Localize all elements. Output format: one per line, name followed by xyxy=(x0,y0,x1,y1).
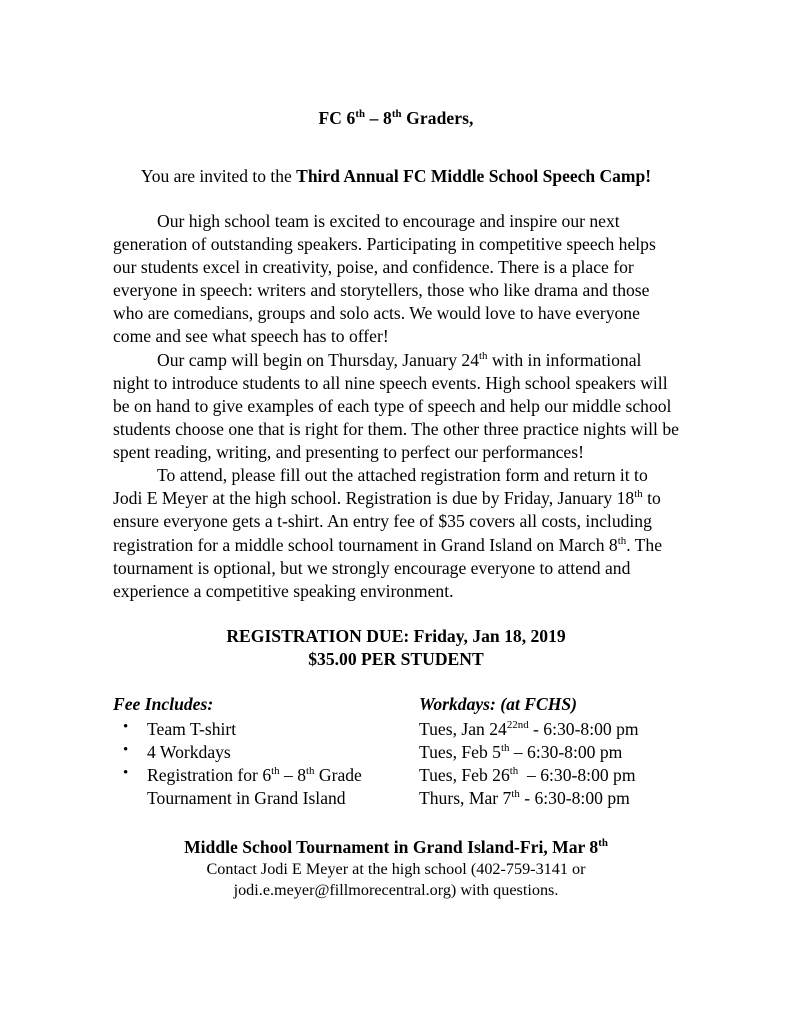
tournament-headline-text: Middle School Tournament in Grand Island-Fri, Mar 8 xyxy=(184,837,599,858)
fee-item-sup-2: th xyxy=(306,764,315,777)
registration-due-block xyxy=(113,625,679,671)
invitation-camp-name: Third Annual FC Middle School Speech Camp! xyxy=(296,165,652,186)
fee-item-sup-1: th xyxy=(271,764,280,777)
workday-time: - 6:30-8:00 pm xyxy=(528,718,639,739)
paragraph-registration-ordinal-jan: th xyxy=(634,488,643,501)
list-item xyxy=(113,741,413,764)
paragraph-registration-part-c: . The tournament is optional, but we strongly encourage everyone to attend and experience a competitive speaking environment. xyxy=(113,534,663,601)
fee-includes-heading: Fee Includes: xyxy=(113,694,214,715)
body-paragraphs xyxy=(113,210,679,603)
workdays-heading: Workdays: (at FCHS) xyxy=(419,694,578,715)
workday-time: - 6:30-8:00 pm xyxy=(519,787,630,808)
paragraph-schedule-ordinal: th xyxy=(479,349,488,362)
paragraph-schedule xyxy=(113,349,679,465)
page-title xyxy=(113,108,679,130)
fee-item-text-b: – 8 xyxy=(279,764,306,785)
registration-price: $35.00 PER STUDENT xyxy=(308,649,484,670)
workday-row xyxy=(419,764,679,787)
contact-line-email: jodi.e.meyer@fillmorecentral.org) with questions. xyxy=(233,880,559,899)
paragraph-registration-part-b: to ensure everyone gets a t-shirt. An entry fee of $35 covers all costs, including registration for a middle school tournament in Grand Island on March 8 xyxy=(113,488,661,555)
registration-due-date: REGISTRATION DUE: Friday, Jan 18, 2019 xyxy=(226,625,566,646)
workday-ordinal: 22nd xyxy=(506,718,529,731)
workday-ordinal: th xyxy=(509,764,519,777)
fee-item-text-a: Team T-shirt xyxy=(147,718,237,739)
workday-ordinal: th xyxy=(511,788,520,801)
fee-item-text-c: Grade Tournament in Grand Island xyxy=(147,764,362,808)
workday-time: – 6:30-8:00 pm xyxy=(518,764,636,785)
workday-row xyxy=(419,718,679,741)
paragraph-schedule-part-b: with in informational night to introduce students to all nine speech events. High school speakers will be on hand to give examples of each type of speech and help our middle school students choose one that is right for them. The other three practice nights will be spent reading, writing, and presenting to perfect our performances! xyxy=(113,349,679,462)
workday-date: Thurs, Mar 7 xyxy=(419,787,512,808)
workday-row xyxy=(419,741,679,764)
details-columns xyxy=(113,693,679,810)
workday-ordinal: th xyxy=(500,741,510,754)
paragraph-registration-part-a: To attend, please fill out the attached registration form and return it to Jodi E Meyer at the high school. Registration is due by Friday, January 18 xyxy=(113,465,648,509)
workday-row xyxy=(419,787,679,810)
page-title-ordinal-6th: th xyxy=(355,108,366,121)
fee-item-text-a: Registration for 6 xyxy=(147,764,272,785)
page-title-ordinal-8th: th xyxy=(391,108,402,121)
workday-time: – 6:30-8:00 pm xyxy=(509,741,623,762)
list-item xyxy=(113,764,413,810)
fee-includes-list xyxy=(113,718,413,811)
list-item xyxy=(113,718,413,741)
invitation-prefix: You are invited to the xyxy=(140,165,297,186)
workday-date: Tues, Jan 24 xyxy=(419,718,507,739)
workday-date: Tues, Feb 5 xyxy=(419,741,501,762)
fee-includes-column xyxy=(113,693,413,810)
tournament-headline-ordinal: th xyxy=(598,837,608,850)
workday-date: Tues, Feb 26 xyxy=(419,764,510,785)
invitation-line xyxy=(113,166,679,188)
page-title-middle: – 8 xyxy=(365,108,392,128)
tournament-headline xyxy=(113,836,679,859)
paragraph-intro: Our high school team is excited to encourage and inspire our next generation of outstanding speakers. Participating in competitive speech helps our students excel in creativity, poise, and confidence. There is a place for everyone in speech: writers and storytellers, those who like drama and those who are comedians, groups and solo acts. We would love to have everyone come and see what speech has to offer! xyxy=(113,210,656,347)
document-content xyxy=(113,108,679,901)
paragraph-registration xyxy=(113,464,679,603)
contact-line-phone: Contact Jodi E Meyer at the high school (402-759-3141 or xyxy=(206,859,586,878)
paragraph-schedule-part-a: Our camp will begin on Thursday, January 24 xyxy=(157,349,479,370)
fee-item-text-a: 4 Workdays xyxy=(147,741,231,762)
page-title-suffix: Graders, xyxy=(401,108,474,128)
footer-block xyxy=(113,836,679,901)
workdays-column xyxy=(413,693,679,810)
paragraph-registration-ordinal-mar: th xyxy=(617,534,627,547)
page-title-prefix: FC 6 xyxy=(318,108,356,128)
